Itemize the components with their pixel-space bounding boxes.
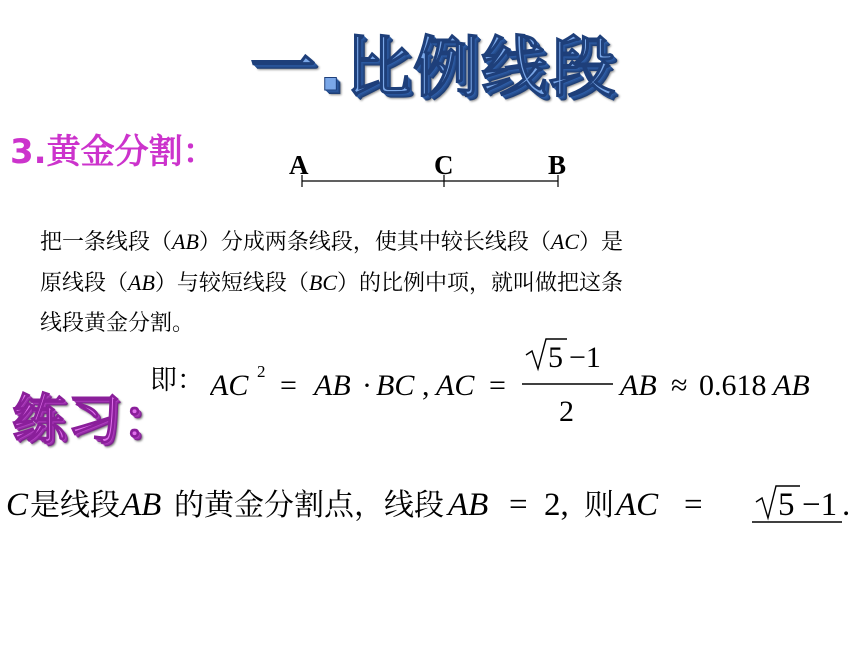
- formula-ab-1: AB: [314, 369, 351, 402]
- formula-ac-2: AC: [436, 369, 475, 402]
- definition-line-1: 把一条线段（AB）分成两条线段，使其中较长线段（AC）是: [40, 229, 624, 255]
- exercise-text-2: 的黄金分割点，线段: [174, 488, 444, 523]
- definition-line-2: 原线段（AB）与较短线段（BC）的比例中项，就叫做把这条: [40, 270, 624, 296]
- formula-approx: ≈: [671, 369, 688, 402]
- point-a-label: A: [289, 150, 309, 180]
- formula-radicand: 5: [548, 341, 563, 374]
- formula-lead: 即：: [150, 365, 204, 396]
- golden-ratio-formula: [210, 333, 830, 433]
- formula-minus-one: −1: [569, 341, 601, 374]
- formula-comma: ,: [422, 369, 430, 402]
- formula-equals-2: =: [489, 369, 506, 402]
- practice-label: 练习：: [12, 388, 177, 451]
- exercise-question: [4, 468, 856, 538]
- definition-paragraph: [40, 222, 820, 344]
- definition-line-3: 线段黄金分割。: [40, 311, 195, 336]
- formula-denominator: 2: [559, 395, 574, 428]
- formula-value: 0.618: [699, 369, 767, 402]
- formula-equals-1: =: [280, 369, 297, 402]
- formula-superscript: 2: [257, 362, 266, 381]
- exercise-c: C: [6, 487, 29, 523]
- formula-ac: AC: [210, 369, 249, 402]
- formula-ab-3: AB: [773, 369, 810, 402]
- formula-ab-2: AB: [620, 369, 657, 402]
- exercise-answer-radicand: 5: [778, 487, 795, 523]
- slide-title: 一.比例线段: [250, 29, 618, 106]
- exercise-text-1: 是线段: [30, 488, 120, 523]
- exercise-equals-1: =: [509, 487, 528, 523]
- point-c-label: C: [434, 150, 454, 180]
- exercise-two: 2,: [544, 487, 569, 523]
- formula-dot: ·: [362, 369, 372, 402]
- formula-bc: BC: [376, 369, 415, 402]
- segment-figure: [286, 148, 586, 198]
- exercise-ab-1: AB: [121, 487, 162, 523]
- exercise-ac: AC: [616, 487, 659, 523]
- exercise-text-3: 则: [584, 488, 614, 523]
- section-subtitle: 3.黄金分割：: [10, 132, 217, 172]
- exercise-equals-2: =: [684, 487, 703, 523]
- exercise-answer-minus-one: −1: [802, 487, 838, 523]
- exercise-period: .: [842, 487, 851, 523]
- point-b-label: B: [548, 150, 567, 180]
- exercise-ab-2: AB: [448, 487, 489, 523]
